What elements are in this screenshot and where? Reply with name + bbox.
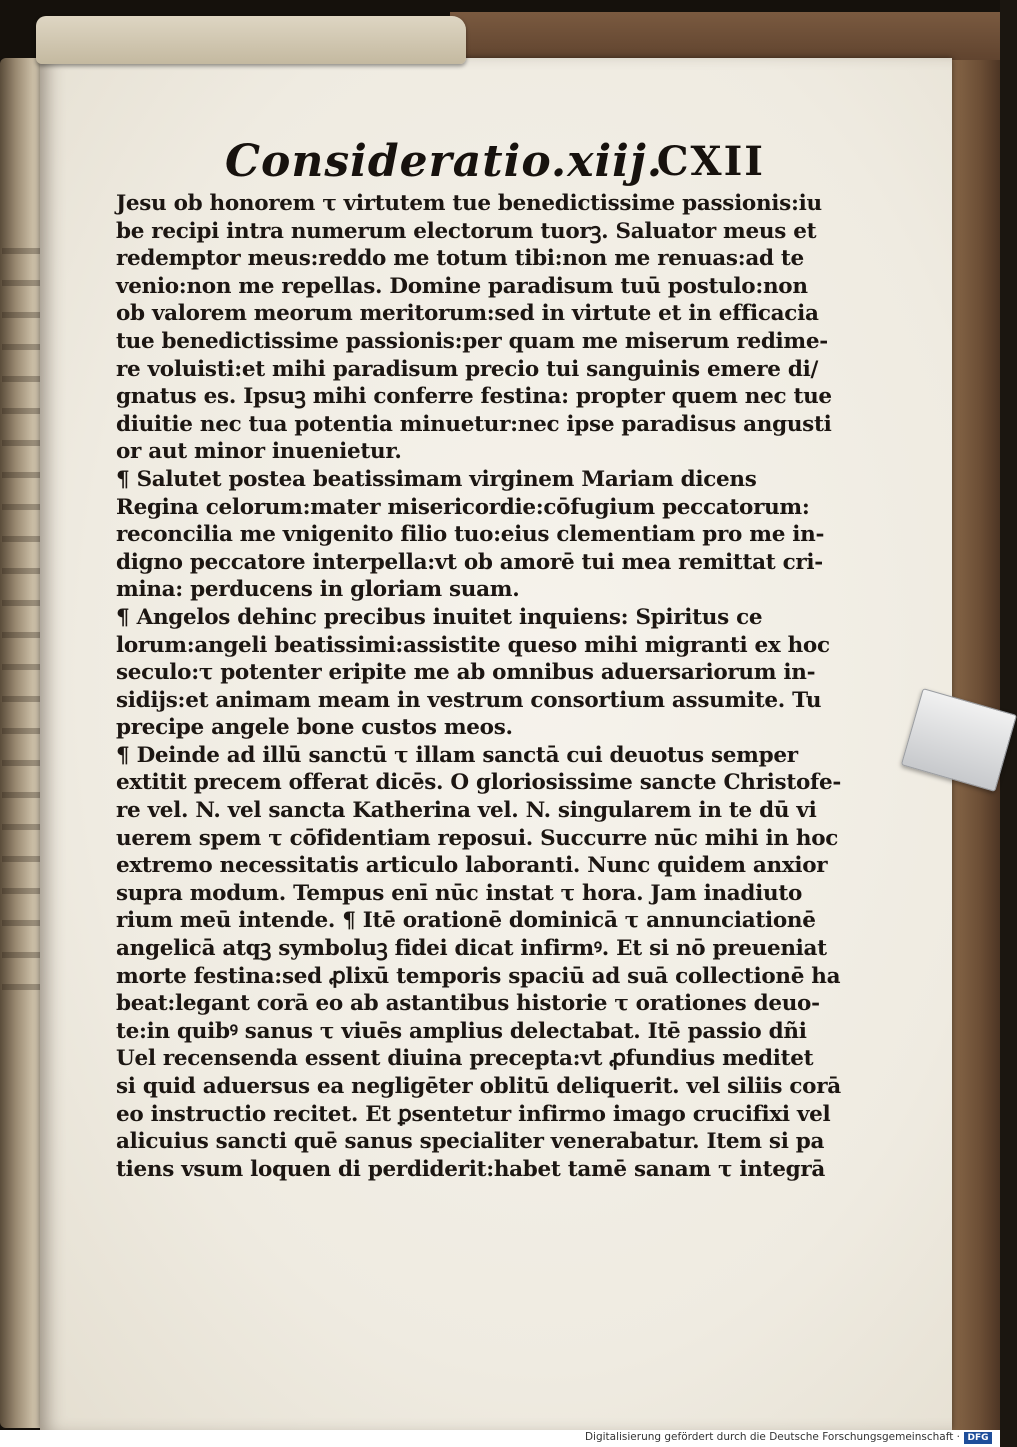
text-line: extremo necessitatis articulo laboranti. Nunc quidem anxior [116,853,828,879]
text-line: redemptor meus:reddo me totum tibi:non me renuas:ad te [116,246,804,272]
text-line: alicuius sancti quē sanus specialiter venerabatur. Item si pa [116,1129,825,1155]
text-line: or aut minor inuenietur. [116,439,402,465]
page-heading [225,136,765,192]
text-line: gnatus es. Ipsuꝫ mihi conferre festina: propter quem nec tue [116,384,832,410]
body-text [116,190,841,1183]
text-line: extitit precem offerat dicēs. O gloriosissime sancte Christofe- [116,770,841,796]
text-line: tue benedictissime passionis:per quam me miserum redime- [116,328,828,354]
dfg-logo: DFG [964,1432,992,1444]
text-line: Uel recensenda essent diuina precepta:vt ꝓfundius meditet [116,1046,814,1072]
binding-strip [36,16,466,64]
text-line: digno peccatore interpella:vt ob amorē tui mea remittat cri- [116,549,823,575]
text-line: re vel. N. vel sancta Katherina vel. N. singularem in te dū vi [116,798,817,824]
text-line: diuitie nec tua potentia minuetur:nec ipse paradisus angusti [116,411,832,437]
text-line: precipe angele bone custos meos. [116,715,513,741]
text-line: re voluisti:et mihi paradisum precio tui sanguinis emere di/ [116,356,818,382]
text-line: tiens vsum loquen di perdiderit:habet tamē sanam τ integrā [116,1156,825,1182]
text-line: seculo:τ potenter eripite me ab omnibus aduersariorum in- [116,660,816,686]
text-line: te:in quibꝰ sanus τ viuēs amplius delectabat. Itē passio dñi [116,1018,807,1044]
facing-page-text-ghost [2,248,42,1008]
text-line: reconcilia me vnigenito filio tuo:eius clementiam pro me in- [116,522,825,548]
text-line: morte festina:sed ꝓlixū temporis spaciū ad suā collectionē ha [116,963,841,989]
text-line: angelicā atqꝫ symboluꝫ fidei dicat infirmꝰ. Et si nō preueniat [116,936,827,962]
text-line: sidijs:et animam meam in vestrum consortium assumite. Tu [116,687,822,713]
text-line: venio:non me repellas. Domine paradisum tuū postulo:non [116,273,808,299]
folio-number: CXII [656,138,765,185]
text-line: supra modum. Tempus enī nūc instat τ hora. Jam inadiuto [116,880,803,906]
text-line: Jesu ob honorem τ virtutem tue benedictissime passionis:iu [116,191,822,216]
funding-credit: Digitalisierung gefördert durch die Deutsche Forschungsgemeinschaft · [584,1431,960,1443]
text-line: eo instructio recitet. Et ꝑsentetur infirmo imago crucifixi vel [116,1101,831,1127]
text-line: uerem spem τ cōfidentiam reposui. Succurre nūc mihi in hoc [116,825,839,851]
text-line: Regina celorum:mater misericordie:cōfugium peccatorum: [116,494,810,520]
text-line: rium meū intende. ¶ Itē orationē dominicā τ annunciationē [116,908,816,934]
text-line: ¶ Salutet postea beatissimam virginem Mariam dicens [116,466,757,492]
text-line: be recipi intra numerum electorum tuorꝫ. Saluator meus et [116,218,817,244]
text-line: ¶ Angelos dehinc precibus inuitet inquiens: Spiritus ce [116,604,763,630]
text-line: ob valorem meorum meritorum:sed in virtute et in efficacia [116,301,819,327]
text-line: mina: perducens in gloriam suam. [116,577,520,603]
text-line: beat:legant corā eo ab astantibus historie τ orationes deuo- [116,991,820,1017]
running-title: Consideratio.xiij. [225,136,664,187]
text-line: si quid aduersus ea negligēter oblitū deliquerit. vel siliis corā [116,1074,841,1099]
digitization-footer [0,1430,1000,1447]
text-line: lorum:angeli beatissimi:assistite queso mihi migranti ex hoc [116,632,830,658]
text-line: ¶ Deinde ad illū sanctū τ illam sanctā cui deuotus semper [116,742,798,768]
